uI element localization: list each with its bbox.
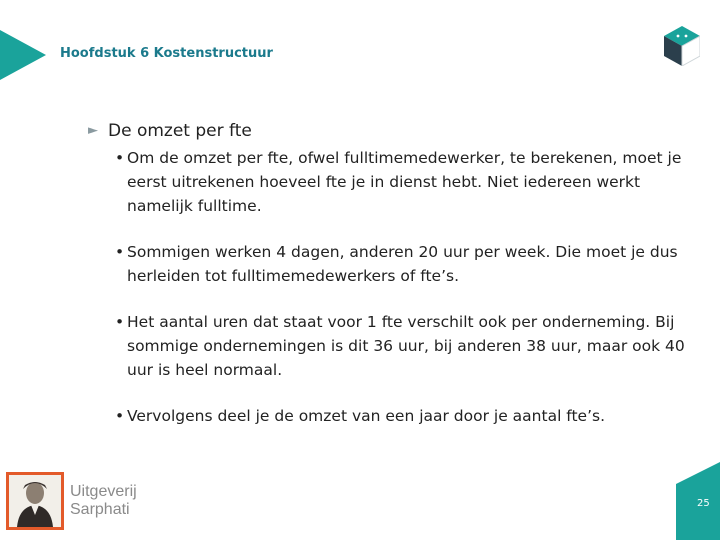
- corner-triangle-decoration: [0, 30, 46, 80]
- bullet-item: [115, 240, 708, 288]
- bullet-icon: •: [115, 313, 125, 331]
- bullet-list: [88, 146, 708, 428]
- publisher-name: [70, 483, 137, 519]
- publisher-logo: [6, 472, 137, 530]
- bullet-text: Om de omzet per fte, ofwel fulltimemedewerker, te berekenen, moet je eerst uitrekenen hoeveel fte je in dienst hebt. Niet iedereen werkt namelijk fulltime.: [127, 149, 682, 215]
- bullet-icon: •: [115, 149, 125, 167]
- bullet-item: [115, 404, 708, 428]
- right-triangle-arrow-icon: ►: [88, 123, 98, 138]
- bullet-item: [115, 310, 708, 382]
- bullet-icon: •: [115, 243, 125, 261]
- bullet-text: Sommigen werken 4 dagen, anderen 20 uur per week. Die moet je dus herleiden tot fulltimemedewerkers of fte’s.: [127, 243, 678, 285]
- portrait-frame: [6, 472, 64, 530]
- cube-logo-icon: [664, 26, 700, 66]
- bullet-text: Vervolgens deel je de omzet van een jaar door je aantal fte’s.: [127, 407, 606, 425]
- page-number: 25: [697, 498, 710, 509]
- slide-heading-text: De omzet per fte: [108, 121, 252, 141]
- portrait-engraving-icon: [9, 475, 61, 527]
- slide-content: [88, 120, 708, 450]
- chapter-title: Hoofdstuk 6 Kostenstructuur: [60, 46, 273, 61]
- bullet-item: [115, 146, 708, 218]
- publisher-line-2: Sarphati: [70, 501, 130, 518]
- bullet-text: Het aantal uren dat staat voor 1 fte verschilt ook per onderneming. Bij sommige ondernemingen is dit 36 uur, bij anderen 38 uur, maar ook 40 uur is heel normaal.: [127, 313, 685, 379]
- publisher-line-1: Uitgeverij: [70, 483, 137, 500]
- slide-heading: [88, 120, 708, 142]
- bullet-icon: •: [115, 407, 125, 425]
